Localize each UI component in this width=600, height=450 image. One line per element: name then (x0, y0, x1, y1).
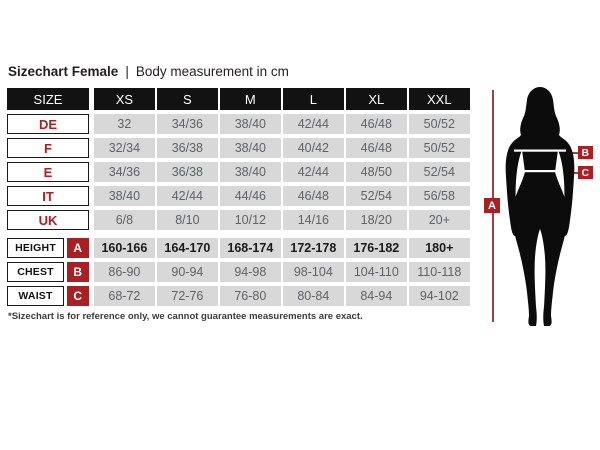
cell-it-m: 44/46 (220, 186, 281, 206)
title-heading: Sizechart Female (8, 64, 119, 79)
row-label-chest: CHEST (7, 262, 64, 282)
cell-de-m: 38/40 (220, 114, 281, 134)
table-header-row (7, 88, 470, 110)
size-header-cell: SIZE (7, 88, 89, 110)
row-label-f: F (7, 138, 89, 158)
cell-uk-xxl: 20+ (409, 210, 470, 230)
cell-it-xxl: 56/58 (409, 186, 470, 206)
cell-chest-s: 90-94 (157, 262, 218, 282)
cell-f-l: 40/42 (283, 138, 344, 158)
table-row-height (7, 238, 470, 258)
cell-e-l: 42/44 (283, 162, 344, 182)
cell-it-xl: 52/54 (346, 186, 407, 206)
table-row-it (7, 186, 470, 206)
cell-de-xs: 32 (94, 114, 155, 134)
cell-f-xxl: 50/52 (409, 138, 470, 158)
cell-chest-xs: 86-90 (94, 262, 155, 282)
cell-height-l: 172-178 (283, 238, 344, 258)
cell-e-xl: 48/50 (346, 162, 407, 182)
cell-uk-xl: 18/20 (346, 210, 407, 230)
cell-waist-xl: 84-94 (346, 286, 407, 306)
waist-measure-line (517, 170, 563, 172)
cell-waist-xxl: 94-102 (409, 286, 470, 306)
cell-waist-m: 76-80 (220, 286, 281, 306)
cell-f-xs: 32/34 (94, 138, 155, 158)
cell-height-s: 164-170 (157, 238, 218, 258)
column-header-s: S (157, 88, 218, 110)
cell-e-xs: 34/36 (94, 162, 155, 182)
page-title (8, 64, 289, 79)
cell-e-s: 36/38 (157, 162, 218, 182)
column-header-m: M (220, 88, 281, 110)
cell-uk-m: 10/12 (220, 210, 281, 230)
waist-label-group (7, 286, 89, 306)
row-label-waist: WAIST (7, 286, 64, 306)
marker-b-figure: B (578, 146, 593, 159)
cell-height-xxl: 180+ (409, 238, 470, 258)
footnote: *Sizechart is for reference only, we cannot guarantee measurements are exact. (8, 311, 363, 322)
height-label-group (7, 238, 89, 258)
table-row-uk (7, 210, 470, 230)
cell-chest-xl: 104-110 (346, 262, 407, 282)
row-label-e: E (7, 162, 89, 182)
title-subtitle: Body measurement in cm (135, 64, 289, 79)
title-separator: | (125, 64, 129, 79)
marker-b-table: B (67, 262, 90, 282)
column-header-l: L (283, 88, 344, 110)
cell-waist-s: 72-76 (157, 286, 218, 306)
column-header-xl: XL (346, 88, 407, 110)
column-header-xxl: XXL (409, 88, 470, 110)
table-row-e (7, 162, 470, 182)
cell-de-s: 34/36 (157, 114, 218, 134)
cell-uk-s: 8/10 (157, 210, 218, 230)
chest-label-group (7, 262, 89, 282)
table-row-chest (7, 262, 470, 282)
cell-waist-l: 80-84 (283, 286, 344, 306)
chest-measure-line (514, 150, 566, 152)
row-label-it: IT (7, 186, 89, 206)
cell-it-s: 42/44 (157, 186, 218, 206)
cell-it-xs: 38/40 (94, 186, 155, 206)
cell-chest-l: 98-104 (283, 262, 344, 282)
cell-it-l: 46/48 (283, 186, 344, 206)
cell-height-m: 168-174 (220, 238, 281, 258)
row-label-uk: UK (7, 210, 89, 230)
cell-uk-l: 14/16 (283, 210, 344, 230)
cell-chest-m: 94-98 (220, 262, 281, 282)
row-label-de: DE (7, 114, 89, 134)
cell-waist-xs: 68-72 (94, 286, 155, 306)
table-row-f (7, 138, 470, 158)
cell-f-xl: 46/48 (346, 138, 407, 158)
marker-c-figure: C (578, 166, 593, 179)
table-row-waist (7, 286, 470, 306)
cell-f-m: 38/40 (220, 138, 281, 158)
table-row-de (7, 114, 470, 134)
cell-uk-xs: 6/8 (94, 210, 155, 230)
cell-f-s: 36/38 (157, 138, 218, 158)
cell-height-xs: 160-166 (94, 238, 155, 258)
cell-de-xl: 46/48 (346, 114, 407, 134)
cell-de-xxl: 50/52 (409, 114, 470, 134)
cell-height-xl: 176-182 (346, 238, 407, 258)
marker-a-table: A (67, 238, 90, 258)
marker-a-figure: A (484, 198, 500, 213)
cell-e-m: 38/40 (220, 162, 281, 182)
female-silhouette-icon (498, 84, 582, 328)
cell-e-xxl: 52/54 (409, 162, 470, 182)
cell-chest-xxl: 110-118 (409, 262, 470, 282)
row-label-height: HEIGHT (7, 238, 64, 258)
column-header-xs: XS (94, 88, 155, 110)
cell-de-l: 42/44 (283, 114, 344, 134)
marker-c-table: C (67, 286, 90, 306)
